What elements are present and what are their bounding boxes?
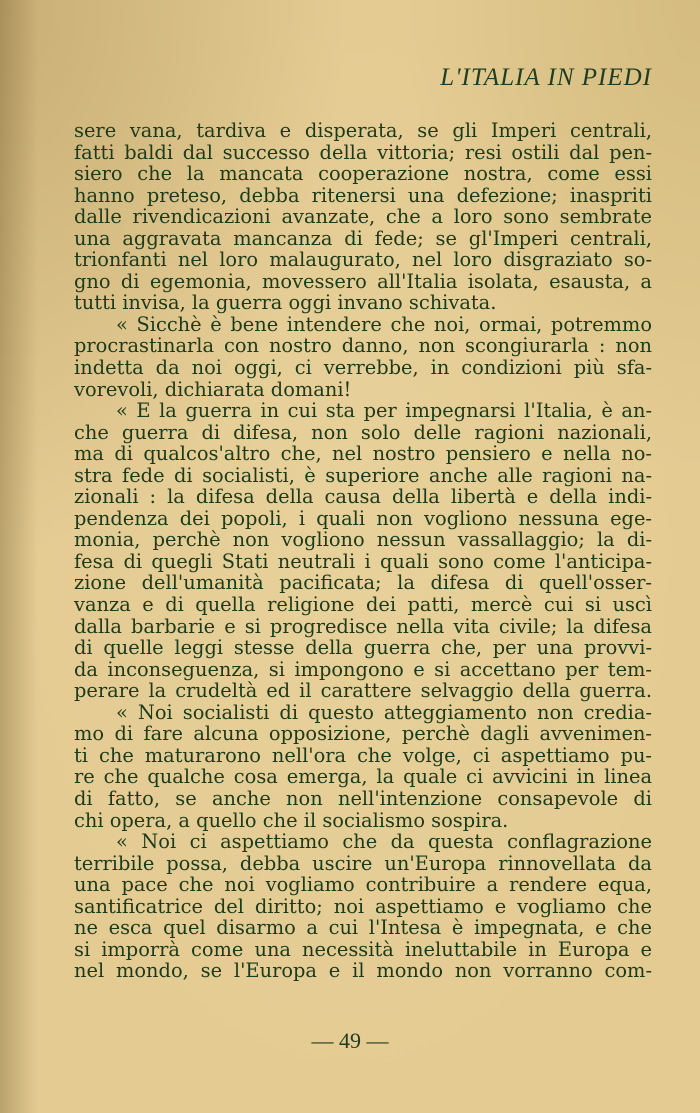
text-line: ne esca quel disarmo a cui l'Intesa è impegnata, e che [74, 916, 652, 940]
text-line: gno di egemonia, movessero all'Italia isolata, esausta, a [74, 269, 652, 293]
text-line: mo di fare alcuna opposizione, perchè dagli avvenimen- [74, 722, 652, 746]
text-line: re che qualche cosa emerga, la quale ci avvicini in linea [74, 765, 652, 789]
text-line: hanno preteso, debba ritenersi una defezione; inaspriti [74, 183, 652, 207]
text-line: fesa di quegli Stati neutrali i quali sono come l'anticipa- [74, 549, 652, 573]
text-line: chi opera, a quello che il socialismo sospira. [74, 808, 509, 832]
text-line: santificatrice del diritto; noi aspettiamo e vogliamo che [74, 894, 652, 918]
text-line: tutti invisa, la guerra oggi invano schivata. [74, 291, 497, 315]
text-line: vanza e di quella religione dei patti, mercè cui si uscì [74, 593, 652, 617]
text-line: terribile possa, debba uscire un'Europa rinnovellata da [74, 851, 652, 875]
text-line: una aggravata mancanza di fede; se gl'Imperi centrali, [74, 226, 652, 250]
text-line: di fatto, se anche non nell'intenzione consapevole di [74, 786, 652, 810]
running-title: L'ITALIA IN PIEDI [440, 64, 652, 91]
page-edge-shadow [0, 0, 38, 1113]
text-line: vorevoli, dichiarata domani! [74, 377, 352, 401]
text-line: « Sicchè è bene intendere che noi, ormai, potremmo [116, 312, 652, 336]
text-line: ti che maturarono nell'ora che volge, ci aspettiamo pu- [74, 743, 652, 767]
text-line: indetta da noi oggi, ci verrebbe, in condizioni più sfa- [74, 356, 652, 380]
text-line: stra fede di socialisti, è superiore anche alle ragioni na- [74, 463, 652, 487]
text-line: siero che la mancata cooperazione nostra, come essi [74, 162, 652, 186]
text-line: perare la crudeltà ed il carattere selvaggio della guerra. [74, 679, 652, 703]
text-line: che guerra di difesa, non solo delle ragioni nazionali, [74, 420, 652, 444]
text-line: trionfanti nel loro malaugurato, nel loro disgraziato so- [74, 248, 652, 272]
text-line: « Noi ci aspettiamo che da questa conflagrazione [116, 830, 652, 854]
page-number: — 49 — [311, 1028, 389, 1053]
text-line: si imporrà come una necessità ineluttabile in Europa e [74, 937, 652, 961]
text-line: procrastinarla con nostro danno, non scongiurarla : non [74, 334, 652, 358]
body-text [74, 120, 652, 982]
text-line: « E la guerra in cui sta per impegnarsi l'Italia, è an- [116, 399, 652, 423]
text-line: nel mondo, se l'Europa e il mondo non vorranno com- [74, 959, 652, 983]
text-line: ma di qualcos'altro che, nel nostro pensiero e nella no- [74, 442, 652, 466]
text-line: dalla barbarie e si progredisce nella vita civile; la difesa [74, 614, 652, 638]
text-line: zione dell'umanità pacificata; la difesa di quell'osser- [74, 571, 652, 595]
text-line: di quelle leggi stesse della guerra che, per una provvi- [74, 636, 652, 660]
text-line: dalle rivendicazioni avanzate, che a loro sono sembrate [74, 205, 652, 229]
text-line: sere vana, tardiva e disperata, se gli Imperi centrali, [74, 119, 652, 142]
text-line: fatti baldi dal successo della vittoria; resi ostili dal pen- [74, 140, 652, 164]
text-line: zionali : la difesa della causa della libertà e della indi- [74, 485, 652, 509]
text-line: una pace che noi vogliamo contribuire a rendere equa, [74, 873, 652, 897]
text-line: pendenza dei popoli, i quali non vogliono nessuna ege- [74, 506, 652, 530]
text-line: da inconseguenza, si impongono e si accettano per tem- [74, 657, 652, 681]
text-line: monia, perchè non vogliono nessun vassallaggio; la di- [74, 528, 652, 552]
text-line: « Noi socialisti di questo atteggiamento non credia- [116, 700, 652, 724]
